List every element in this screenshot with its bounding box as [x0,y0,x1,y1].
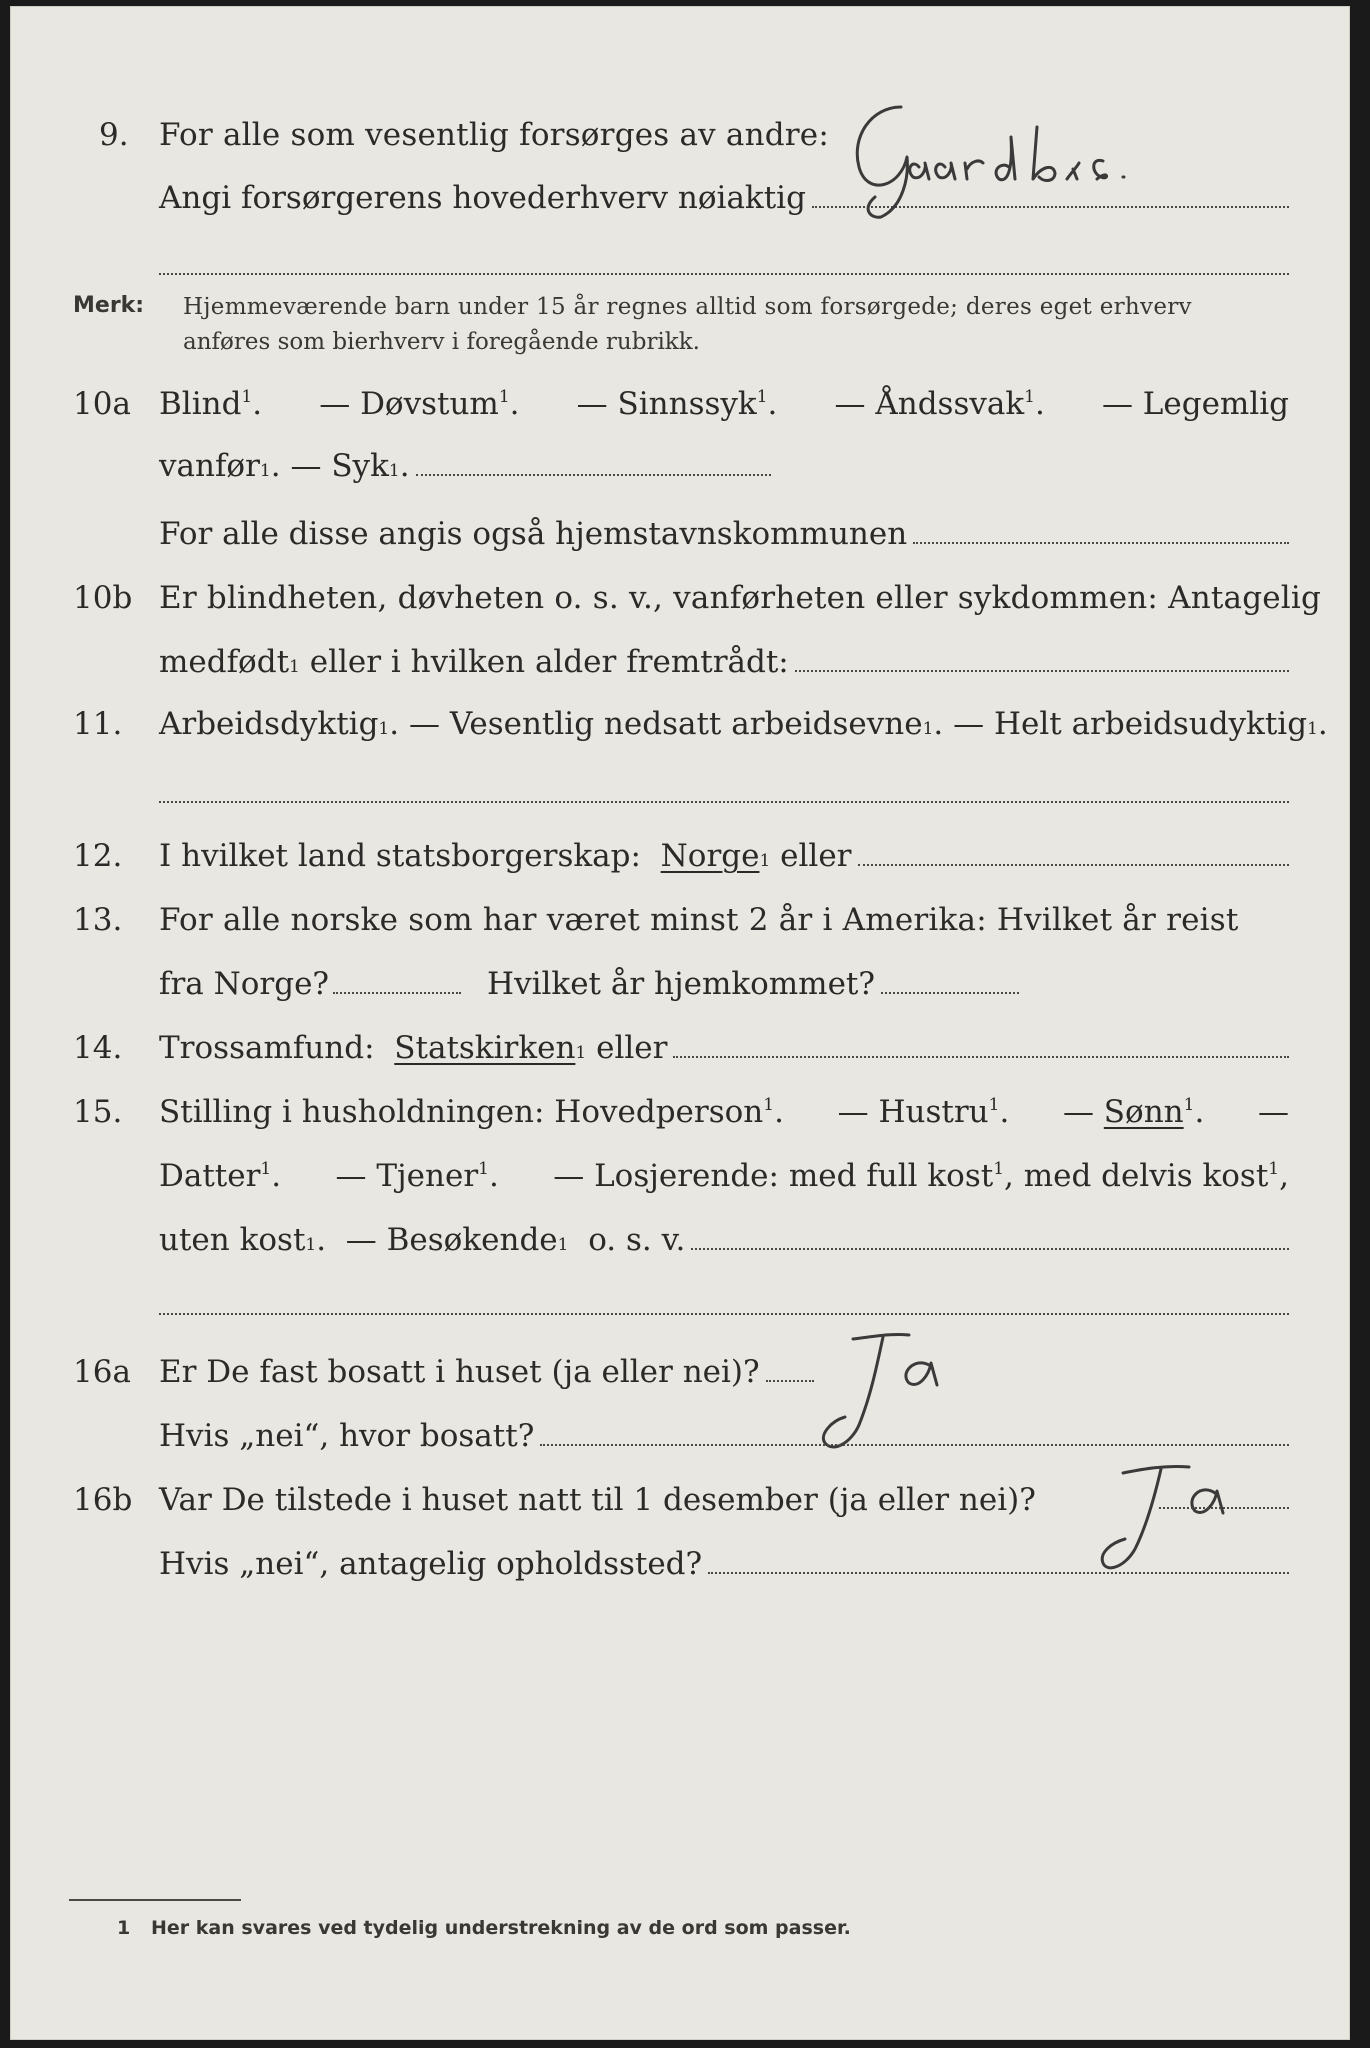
q15-blank-line [159,1313,1289,1315]
q16b-number: 16b [73,1482,133,1518]
q10a-number: 10a [73,386,131,422]
losjerende-full-kost-label: — Losjerende: med full kost [553,1158,994,1194]
q11-number: 11. [73,706,123,742]
uten-kost-label: uten kost [159,1222,306,1258]
q9-blank-line [159,273,1289,275]
footnote-mark: 1 [241,387,253,407]
hvor-bosatt-text: Hvis „nei“, hvor bosatt? [159,1418,535,1454]
answer-line [333,992,461,994]
answer-line [673,1056,1289,1058]
q10a-line3 [159,516,1289,552]
footnote-mark: 1 [498,387,510,407]
q13-line1: For alle norske som har været minst 2 år i Amerika: Hvilket år reist [159,902,1239,938]
blind-option: Blind$^1$. [159,386,263,422]
andssvak-option: — Åndssvak$^1$. [834,386,1045,422]
footnote-text: Her kan svares ved tydelig understrekning av de ord som passer. [151,1917,851,1939]
answer-line [881,992,1019,994]
answer-line [858,864,1290,866]
q15-line2: Datter$^1$. — Tjener$^1$. — Losjerende: med full kost$^1$, med delvis kost$^1$, [159,1158,1289,1194]
q11-line1: Arbeidsdyktig 1 . — Vesentlig nedsatt arbeidsevne 1 . — Helt arbeidsudyktig 1 . [159,706,1328,742]
medfodt-label: medfødt [159,644,290,680]
q15-number: 15. [73,1094,123,1130]
sinnssyk-label: — Sinnssyk [576,386,757,422]
fast-bosatt-text: Er De fast bosatt i huset (ja eller nei)? [159,1354,760,1390]
q16a-number: 16a [73,1354,131,1390]
q10b-line2: medfødt 1 eller i hvilken alder fremtrådt: [159,647,1289,678]
footnote-mark: 1 [763,1095,775,1115]
statsborgerskap-text: I hvilket land statsborgerskap: [159,838,641,874]
q12-number: 12. [73,838,123,874]
merk-line2: anføres som bierhverv i foregående rubrikk. [183,329,700,355]
legemlig-label: — Legemlig [1101,386,1289,422]
footnote-mark: 1 [756,387,768,407]
footnote-mark: 1 [1024,387,1035,407]
udyktig-label: — Helt arbeidsudyktig [953,706,1308,742]
reist-text: fra Norge? [159,966,330,1002]
alder-text: eller i hvilken alder fremtrådt: [309,644,789,680]
hjemstavn-text: For alle disse angis også hjemstavnskommunen [159,516,908,552]
q15-line1: Stilling i husholdningen: Hovedperson$^1$. — Hustru$^1$. — Sønn$^1$. — [159,1094,1289,1130]
q15-line3: uten kost 1 . — Besøkende 1 o. s. v. [159,1225,1289,1256]
norge-option-underlined[interactable]: Norge [660,838,760,874]
andssvak-label: — Åndssvak [834,386,1025,422]
q10a-line2: vanfør 1 . — Syk 1 . [159,451,771,482]
hustru-label: — Hustru [837,1094,989,1130]
q16b-line2 [159,1546,1289,1582]
dovstum-option: — Døvstum$^1$. [319,386,520,422]
q16a-line1 [159,1354,814,1390]
footnote-separator [69,1899,241,1901]
footnote-mark: 1 [988,1095,1000,1115]
q9-number: 9. [99,117,129,153]
eller-text: eller [596,1030,668,1066]
footnote-mark: 1 [1268,1159,1280,1179]
answer-line [708,1572,1289,1574]
besokende-label: — Besøkende [345,1222,558,1258]
q10b-number: 10b [73,580,133,616]
dash: — [1062,1094,1094,1130]
footnote-mark: 1 [993,1159,1005,1179]
answer-line [795,670,1289,672]
q12-line: I hvilket land statsborgerskap: Norge 1 eller [159,841,1289,872]
footnote-mark: 1 [1183,1095,1195,1115]
nedsatt-label: — Vesentlig nedsatt arbeidsevne [408,706,923,742]
tilstede-text: Var De tilstede i huset natt til 1 desember (ja eller nei)? [159,1482,1036,1518]
merk-label: Merk: [73,293,145,318]
sinnssyk-option: — Sinnssyk$^1$. [576,386,778,422]
merk-line1: Hjemmeværende barn under 15 år regnes alltid som forsørgede; deres eget erhverv [183,294,1192,320]
blind-label: Blind [159,386,242,422]
vanfor-label: vanfør [159,448,260,484]
q10a-line1 [159,386,1289,422]
answer-line [416,474,771,476]
hovedperson-label: Stilling i husholdningen: Hovedperson [159,1094,764,1130]
q14-line: Trossamfund: Statskirken 1 eller [159,1033,1289,1064]
footnote-mark: 1 [478,1159,489,1179]
arbeidsdyktig-label: Arbeidsdyktig [159,706,379,742]
eller-text: eller [780,838,852,874]
tjener-label: — Tjener [335,1158,479,1194]
q16b-line1 [159,1482,1099,1518]
hjemkommet-text: Hvilket år hjemkommet? [487,966,876,1002]
q10b-line1: Er blindheten, døvheten o. s. v., vanførheten eller sykdommen: Antagelig [159,580,1322,616]
dash: — [1257,1094,1289,1130]
q16b-answer-line [1159,1507,1289,1509]
q16a-line2 [159,1418,1289,1454]
footnote-mark: 1 [260,1159,272,1179]
osv-text: o. s. v. [588,1222,686,1258]
statskirken-option-underlined[interactable]: Statskirken [394,1030,576,1066]
census-form-page [10,6,1350,2040]
q13-number: 13. [73,902,123,938]
delvis-kost-label: , med delvis kost [1004,1158,1269,1194]
sonn-option-underlined[interactable]: Sønn [1103,1094,1184,1130]
q9-line2-text: Angi forsørgerens hovederhverv nøiaktig [159,180,806,216]
opholdssted-text: Hvis „nei“, antagelig opholdssted? [159,1546,703,1582]
answer-line [540,1444,1289,1446]
q9-handwritten-answer[interactable] [841,97,1211,227]
q14-number: 14. [73,1030,123,1066]
answer-line [913,542,1289,544]
syk-label: — Syk [290,448,389,484]
comma: , [1279,1158,1289,1194]
trossamfund-text: Trossamfund: [159,1030,375,1066]
q9-line1: For alle som vesentlig forsørges av andre: [159,117,829,153]
q11-blank-line [159,801,1289,803]
dovstum-label: — Døvstum [319,386,499,422]
footnote-mark: 1 [117,1917,131,1939]
datter-label: Datter [159,1158,261,1194]
q13-line2 [159,966,1019,1002]
answer-line [691,1248,1289,1250]
